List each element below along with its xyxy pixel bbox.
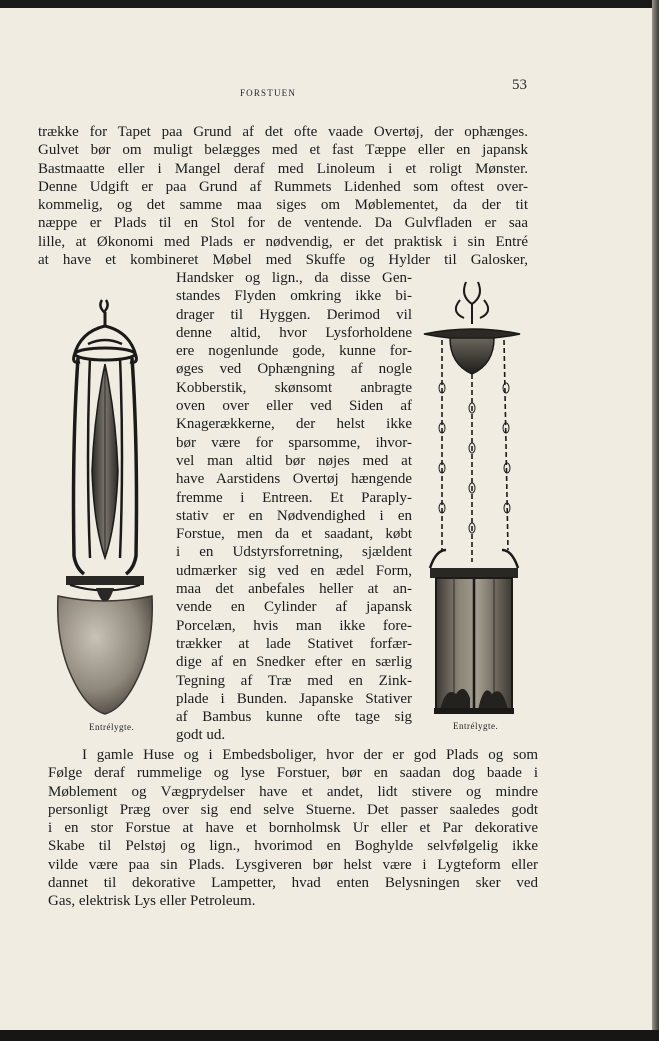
figure-caption-right: Entrélygte. — [453, 721, 499, 731]
hall-lantern-illustration-right — [420, 278, 528, 718]
text-line: Følge deraf rummelige og lyse Forstuer, bør en saadan dog baade i — [48, 765, 538, 782]
text-line: Denne Udgift er paa Grund af Rummets Lidenhed som oftest over- — [38, 178, 528, 195]
paragraph-middle — [176, 269, 412, 745]
running-title: FORSTUEN — [239, 88, 297, 98]
text-line: Gas, elektrisk Lys eller Petroleum. — [48, 893, 256, 910]
paragraph-top — [38, 123, 528, 269]
page-edge-shadow — [652, 0, 659, 1041]
text-line: kommelig, og det samme maa siges om Møblementet, da der tit — [38, 197, 528, 214]
paragraph-bottom — [48, 746, 538, 911]
text-line: i en Udstyrsforretning, sjældent — [176, 544, 412, 561]
text-line: godt ud. — [176, 727, 226, 744]
text-line: bør være for sparsomme, ihvor- — [176, 434, 412, 451]
text-line: vende en Cylinder af japansk — [176, 599, 412, 616]
text-line: trækker at lade Stativet forfær- — [176, 635, 412, 652]
book-page — [0, 8, 652, 1030]
text-line: udmærker sig ved en ædel Form, — [176, 562, 412, 579]
text-line: Forstue, men da et saadant, købt — [176, 526, 412, 543]
text-line: I gamle Huse og i Embedsboliger, hvor der er god Plads og som — [82, 747, 538, 763]
text-line: Bastmaatte eller i Mangel deraf med Linoleum i et roligt Mønster. — [38, 160, 528, 177]
text-line: ere nogenlunde gode, kunne for- — [176, 343, 412, 360]
hall-lantern-illustration-left — [50, 296, 168, 720]
text-line: dannet til dekorative Lampetter, hvad enten Belysningen sker ved — [48, 875, 538, 892]
text-line: stativ er en Nødvendighed i en — [176, 507, 412, 524]
text-line: Gulvet bør om muligt belægges med et fast Tæppe eller en japansk — [38, 142, 528, 159]
text-line: lille, at Økonomi med Plads er nødvendig, er det praktisk i sin Entré — [38, 233, 528, 250]
text-line: i en stor Forstue at have et bornholmsk Ur eller et Par dekorative — [48, 820, 538, 837]
text-line: at have et kombineret Møbel med Skuffe og Hylder til Galosker, — [38, 252, 528, 269]
text-line: Skabe til Pelstøj og lign., hvorimod en Boghylde selvfølgelig ikke — [48, 838, 538, 855]
text-line: fremme i Entreen. Et Paraply- — [176, 489, 412, 506]
text-line: Tegning af Træ med en Zink- — [176, 672, 412, 689]
text-line: oven over eller ved Siden af — [176, 398, 412, 415]
text-line: næppe er Plads til en Stol for de ventende. Da Gulvfladen er saa — [38, 215, 528, 232]
text-line: dige af en Snedker efter en særlig — [176, 654, 412, 671]
text-line: standes Flyden omkring ikke bi- — [176, 288, 412, 305]
page-number: 53 — [512, 77, 527, 93]
text-line: vel man altid bør nøjes med at — [176, 452, 412, 469]
text-line: af Bambus kunne ofte tage sig — [176, 709, 412, 726]
text-line: maa det anbefales heller at an- — [176, 581, 412, 598]
text-line: plade i Bunden. Japanske Stativer — [176, 690, 412, 707]
scan-border — [0, 1030, 659, 1041]
text-line: personligt Præg over sig end selve Stuerne. Det passer saaledes godt — [48, 801, 538, 818]
text-line: Knagerækkerne, der helst ikke — [176, 416, 412, 433]
text-line: trække for Tapet paa Grund af det ofte vaade Overtøj, der ophænges. — [38, 124, 528, 140]
text-line: drager til Hyggen. Derimod vil — [176, 306, 412, 323]
text-line: vilde være paa sin Plads. Lysgiveren bør helst være i Lygteform eller — [48, 856, 538, 873]
text-line: Porcelæn, hvis man ikke fore- — [176, 617, 412, 634]
text-line: have Aarstidens Overtøj hængende — [176, 471, 412, 488]
figure-caption-left: Entrélygte. — [89, 722, 135, 732]
text-line: denne altid, hvor Lysforholdene — [176, 324, 412, 341]
text-line: Møblement og Vægprydelser have et andet, lidt stivere og mindre — [48, 783, 538, 800]
text-line: Kobberstik, skønsomt anbragte — [176, 379, 412, 396]
text-line: øges ved Ophængning af nogle — [176, 361, 412, 378]
text-line: Handsker og lign., da disse Gen- — [176, 270, 412, 286]
